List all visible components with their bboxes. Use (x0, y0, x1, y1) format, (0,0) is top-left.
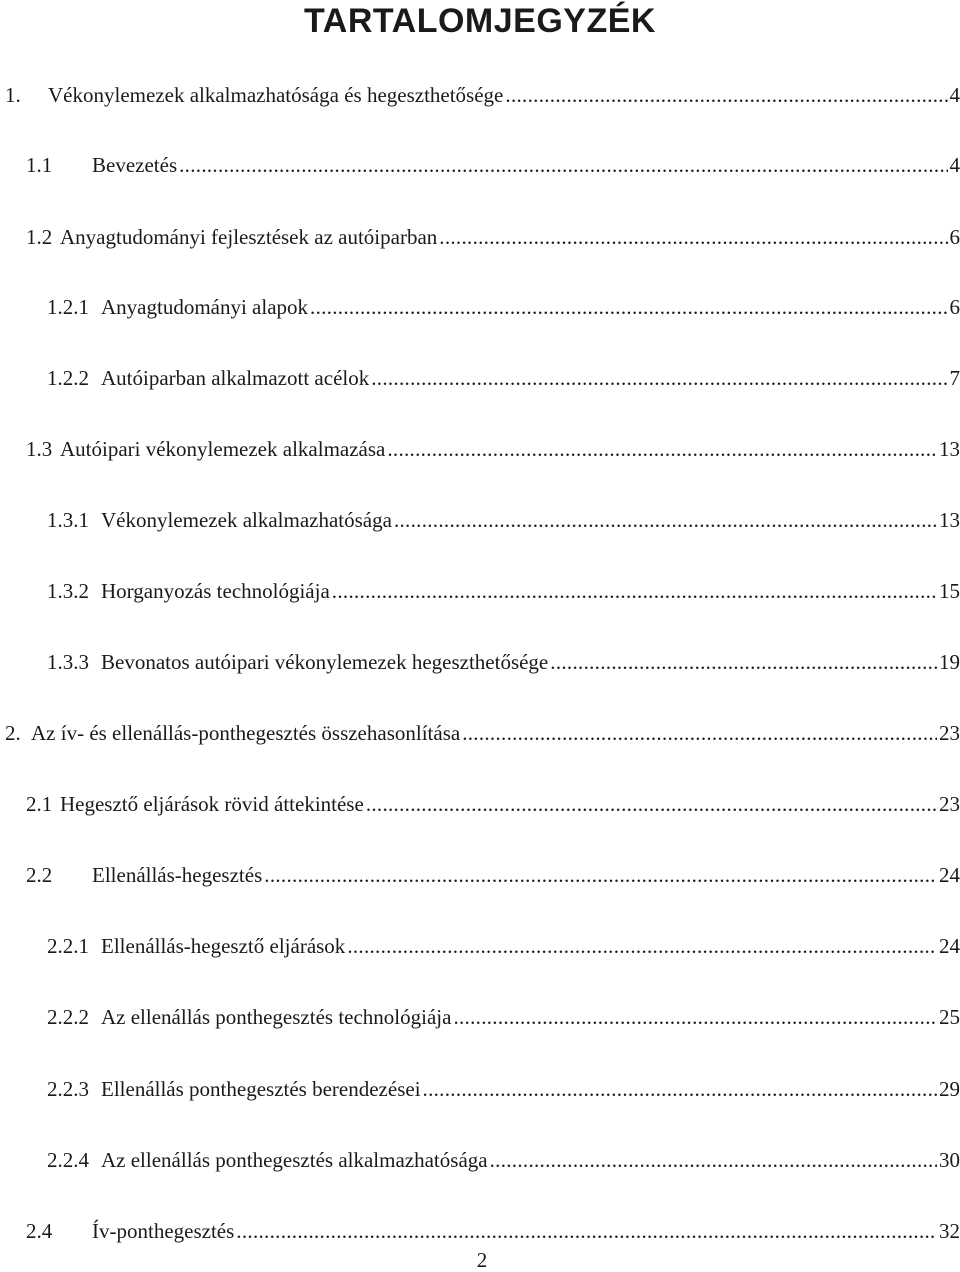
toc-entry[interactable] (5, 80, 960, 110)
toc-leader-dots (550, 647, 937, 677)
toc-entry-page: 15 (939, 576, 960, 606)
toc-entry-number: 1. (5, 80, 48, 110)
toc-entry[interactable] (47, 576, 960, 606)
toc-entry[interactable] (26, 789, 960, 819)
toc-leader-dots (366, 789, 937, 819)
toc-leader-dots (310, 292, 947, 322)
toc-leader-dots (371, 363, 947, 393)
toc-entry[interactable] (26, 434, 960, 464)
toc-leader-dots (423, 1074, 937, 1104)
toc-entry[interactable] (47, 931, 960, 961)
toc-entry[interactable] (47, 1074, 960, 1104)
toc-leader-dots (490, 1145, 937, 1175)
toc-entry-title: Az ellenállás ponthegesztés alkalmazhatósága (101, 1145, 488, 1175)
toc-entry-page: 24 (939, 860, 960, 890)
toc-entry-number: 1.3.3 (47, 647, 101, 677)
toc-entry-page: 6 (950, 292, 960, 322)
toc-entry-title: Vékonylemezek alkalmazhatósága és hegeszthetősége (48, 80, 503, 110)
toc-entry-number: 1.3 (26, 434, 60, 464)
toc-entry[interactable] (5, 718, 960, 748)
toc-leader-dots (462, 718, 937, 748)
toc-leader-dots (332, 576, 937, 606)
toc-entry-page: 4 (950, 150, 960, 180)
toc-entry-title: Hegesztő eljárások rövid áttekintése (60, 789, 364, 819)
toc-entry[interactable] (26, 222, 960, 252)
toc-entry[interactable] (47, 505, 960, 535)
toc-entry[interactable] (47, 292, 960, 322)
toc-entry-title: Bevezetés (92, 150, 177, 180)
toc-entry-page: 13 (939, 505, 960, 535)
toc-entry-page: 25 (939, 1002, 960, 1032)
toc-entry-page: 30 (939, 1145, 960, 1175)
toc-entry-number: 1.2 (26, 222, 60, 252)
toc-entry-page: 13 (939, 434, 960, 464)
toc-entry-number: 2.2 (26, 860, 92, 890)
toc-entry-title: Autóipari vékonylemezek alkalmazása (60, 434, 385, 464)
toc-entry-title: Bevonatos autóipari vékonylemezek hegeszthetősége (101, 647, 548, 677)
toc-leader-dots (179, 150, 947, 180)
toc-entry-page: 32 (939, 1216, 960, 1246)
toc-entry-page: 29 (939, 1074, 960, 1104)
toc-entry-title: Az ellenállás ponthegesztés technológiája (101, 1002, 451, 1032)
toc-entry-title: Az ív- és ellenállás-ponthegesztés összehasonlítása (31, 718, 460, 748)
toc-entry[interactable] (47, 1002, 960, 1032)
toc-leader-dots (236, 1216, 937, 1246)
toc-entry[interactable] (26, 1216, 960, 1246)
page-title: TARTALOMJEGYZÉK (0, 2, 960, 41)
toc-entry-title: Horganyozás technológiája (101, 576, 330, 606)
toc-entry-title: Ellenállás ponthegesztés berendezései (101, 1074, 421, 1104)
toc-entry-page: 23 (939, 789, 960, 819)
toc-entry-number: 2.2.1 (47, 931, 101, 961)
toc-entry-page: 4 (950, 80, 960, 110)
toc-leader-dots (439, 222, 947, 252)
toc-leader-dots (264, 860, 937, 890)
toc-entry-number: 2.2.4 (47, 1145, 101, 1175)
toc-entry-number: 1.2.1 (47, 292, 101, 322)
toc-entry-number: 1.3.1 (47, 505, 101, 535)
toc-entry-page: 24 (939, 931, 960, 961)
toc-entry-title: Autóiparban alkalmazott acélok (101, 363, 369, 393)
toc-entry-number: 1.1 (26, 150, 92, 180)
toc-entry-title: Vékonylemezek alkalmazhatósága (101, 505, 392, 535)
toc-entry-page: 19 (939, 647, 960, 677)
toc-entry-page: 7 (950, 363, 960, 393)
toc-entry[interactable] (47, 1145, 960, 1175)
toc-entry-number: 2. (5, 718, 31, 748)
toc-entry[interactable] (26, 150, 960, 180)
page-number: 2 (0, 1249, 960, 1271)
toc-entry-number: 2.1 (26, 789, 60, 819)
toc-entry-number: 2.2.3 (47, 1074, 101, 1104)
toc-entry-page: 6 (950, 222, 960, 252)
toc-entry-title: Anyagtudományi alapok (101, 292, 308, 322)
toc-leader-dots (387, 434, 937, 464)
toc-entry-number: 1.2.2 (47, 363, 101, 393)
toc-entry-page: 23 (939, 718, 960, 748)
toc-entry[interactable] (47, 647, 960, 677)
toc-leader-dots (347, 931, 937, 961)
toc-entry[interactable] (26, 860, 960, 890)
toc-entry-title: Ív-ponthegesztés (92, 1216, 234, 1246)
toc-leader-dots (453, 1002, 937, 1032)
toc-entry[interactable] (47, 363, 960, 393)
toc-entry-number: 2.2.2 (47, 1002, 101, 1032)
toc-entry-title: Ellenállás-hegesztő eljárások (101, 931, 345, 961)
toc-entry-title: Anyagtudományi fejlesztések az autóiparban (60, 222, 437, 252)
toc-entry-number: 1.3.2 (47, 576, 101, 606)
toc-entry-title: Ellenállás-hegesztés (92, 860, 262, 890)
toc-leader-dots (394, 505, 937, 535)
toc-leader-dots (505, 80, 947, 110)
toc-entry-number: 2.4 (26, 1216, 92, 1246)
